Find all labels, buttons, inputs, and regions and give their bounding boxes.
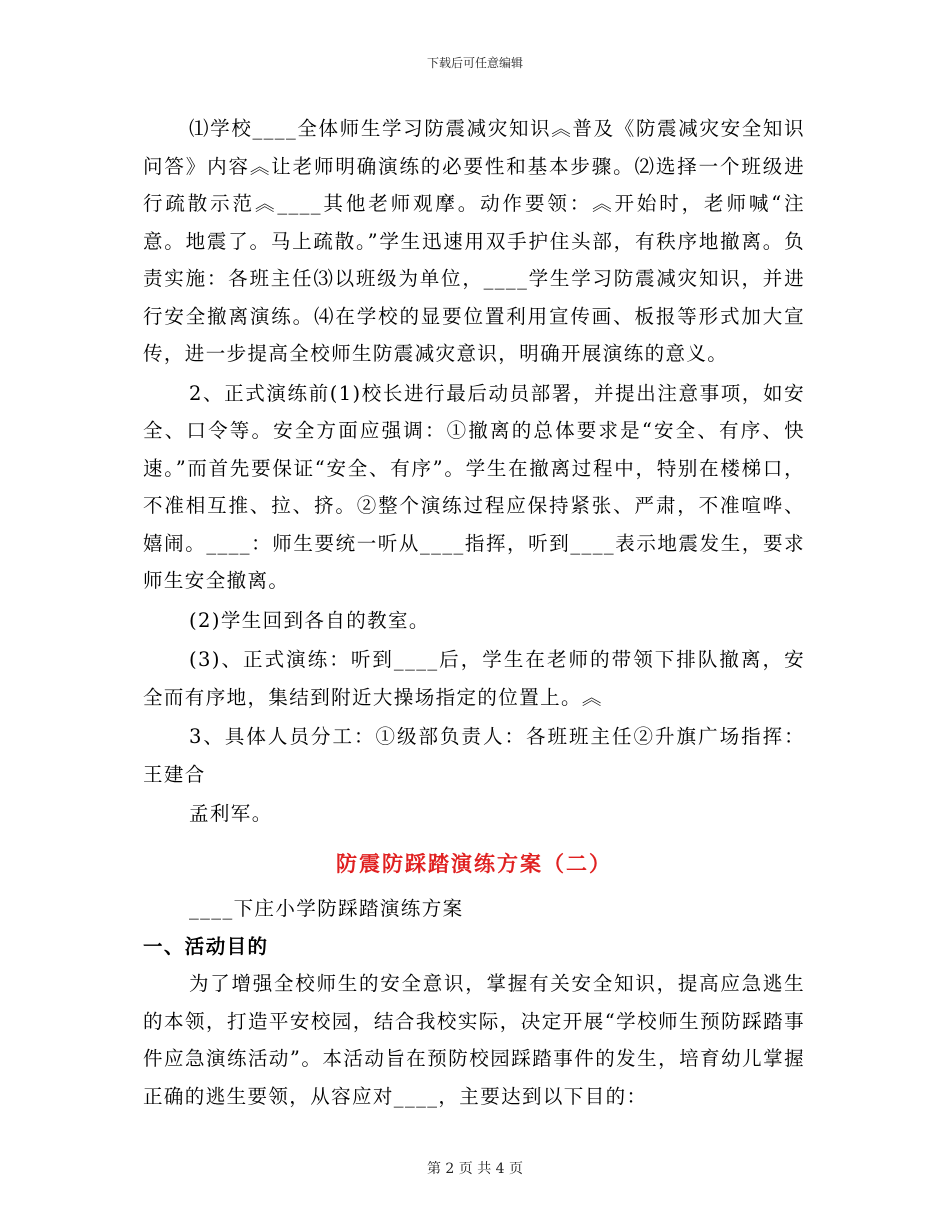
paragraph-1: ⑴学校____全体师生学习防震减灾知识︽普及《防震减灾安全知识问答》内容︽让老师明确演练的必要性和基本步骤。⑵选择一个班级进行疏散示范︽____其他老师观摩。动作要领：︽开始时，老师喊“注意。地震了。马上疏散。”学生迅速用双手护住头部，有秩序地撤离。负责实施：各班主任⑶以班级为单位，____学生学习防震减灾知识，并进行安全撤离演练。⑷在学校的显要位置利用宣传画、板报等形式加大宣传，进一步提高全校师生防震减灾意识，明确开展演练的意义。 xyxy=(143,117,805,365)
paragraph-6: 孟利军。 xyxy=(189,802,273,825)
paragraph-4: (3)、正式演练：听到____后，学生在老师的带领下排队撤离，安全而有序地，集结到附近大操场指定的位置上。︽ xyxy=(143,648,805,709)
paragraph-7: ____下庄小学防踩踏演练方案 xyxy=(189,897,464,920)
paragraph-8: 为了增强全校师生的安全意识，掌握有关安全知识，提高应急逃生的本领，打造平安校园，结合我校实际，决定开展“学校师生预防踩踏事件应急演练活动”。本活动旨在预防校园踩踏事件的发生，培育幼儿掌握正确的逃生要领，从容应对____，主要达到以下目的： xyxy=(143,972,805,1108)
paragraph-3: (2)学生回到各自的教室。 xyxy=(189,608,430,632)
paragraph-2: 2、正式演练前(1)校长进行最后动员部署，并提出注意事项，如安全、口令等。安全方面应强调：①撤离的总体要求是“安全、有序、快速。”而首先要保证“安全、有序”。学生在撤离过程中，特别在楼梯口，不准相互推、拉、挤。②整个演练过程应保持紧张、严肃，不准喧哗、嬉闹。____：师生要统一听从____指挥，听到____表示地震发生，要求师生安全撤离。 xyxy=(143,381,805,592)
section-title: 防震防踩踏演练方案（二） xyxy=(336,850,612,876)
page-footer: 第 2 页 共 4 页 xyxy=(426,1161,524,1177)
paragraph-5: 3、具体人员分工：①级部负责人：各班班主任②升旗广场指挥：王建合 xyxy=(143,725,805,786)
page-header: 下载后可任意编辑 xyxy=(426,56,523,70)
document-body xyxy=(143,110,805,1115)
section-heading: 一、活动目的 xyxy=(143,934,269,958)
